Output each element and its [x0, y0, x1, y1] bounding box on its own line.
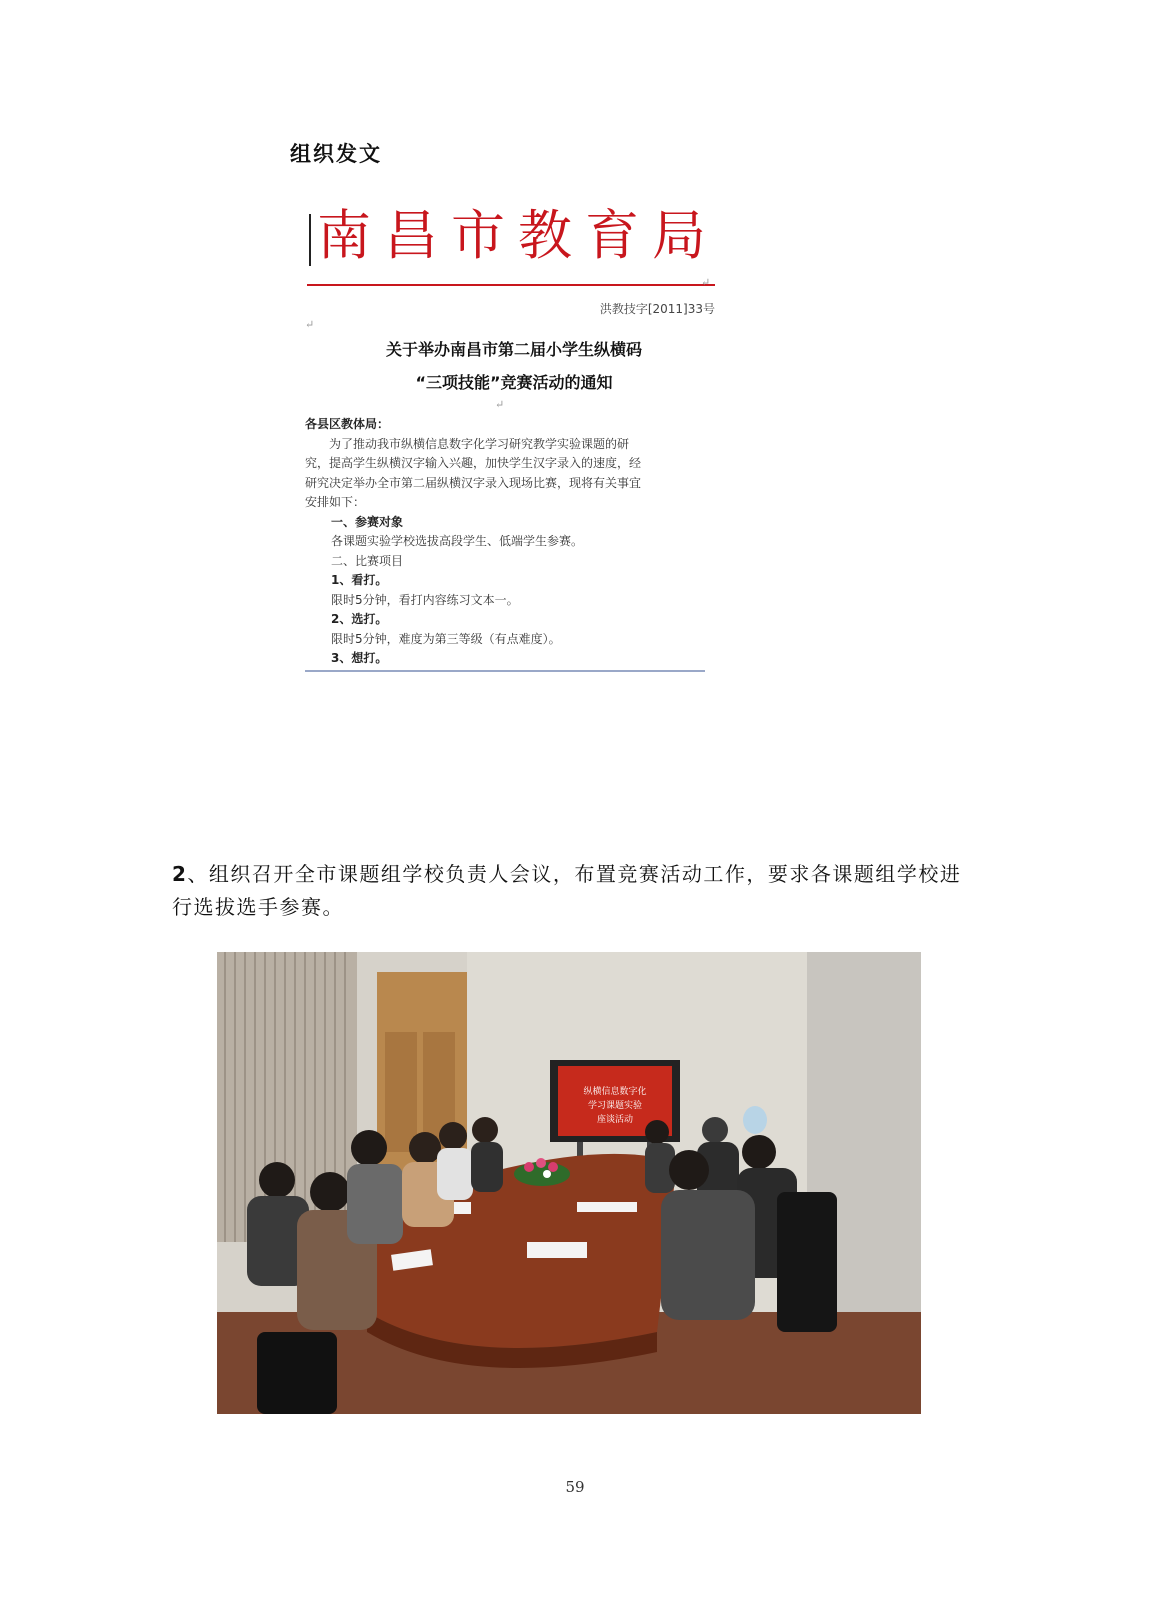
scan-bottom-edge: [305, 670, 705, 672]
notice-title-line-2: “三项技能”竞赛活动的通知: [415, 373, 613, 392]
letterhead-red-line: [307, 284, 715, 286]
event-item-text: 限时5分钟，看打内容练习文本一。: [331, 592, 519, 607]
section-text-participants: 各课题实验学校选拔高段学生、低端学生参赛。: [331, 534, 584, 548]
scanned-notice-document: [305, 200, 723, 700]
section-heading: 组织发文: [290, 142, 382, 166]
body-paragraph: [172, 858, 972, 924]
body-line: 究，提高学生纵横汉字输入兴趣，加快学生汉字录入的速度，经: [305, 456, 642, 470]
meeting-photo: [217, 952, 921, 1414]
paragraph-mark-icon: ↵: [701, 276, 711, 289]
paragraph-text: 、组织召开全市课题组学校负责人会议，布置竞赛活动工作，要求各课题组学校进行选拔选手参赛。: [172, 862, 962, 919]
section-heading-events: 二、比赛项目: [331, 553, 404, 568]
body-line: 为了推动我市纵横信息数字化学习研究教学实验课题的研: [329, 436, 630, 451]
event-item-heading: 2、选打。: [331, 612, 388, 626]
meeting-photo-illustration: [217, 952, 921, 1414]
event-item-text: 限时5分钟，难度为第三等级（有点难度）。: [331, 631, 561, 646]
body-line: 研究决定举办全市第二届纵横汉字录入现场比赛，现将有关事宜: [305, 475, 642, 490]
paragraph-mark-icon: ↵: [495, 398, 505, 411]
addressee: 各县区教体局：: [305, 417, 390, 431]
notice-body: [305, 415, 715, 669]
document-number: 洪教技字[2011]33号: [599, 302, 715, 316]
screen-text: 纵横信息数字化: [583, 1087, 647, 1097]
paragraph-mark-icon: ↵: [305, 318, 315, 331]
notice-title-line-1: 关于举办南昌市第二届小学生纵横码: [385, 340, 642, 359]
paragraph-number: 2: [172, 862, 188, 886]
section-heading-participants: 一、参赛对象: [331, 514, 404, 529]
event-item-heading: 1、看打。: [331, 573, 388, 587]
body-line: 安排如下：: [305, 495, 366, 509]
letterhead-left-bar: [309, 214, 311, 266]
letterhead-organization: 南昌市教育局: [317, 204, 719, 267]
svg-text:学习课题实验: 学习课题实验: [587, 1101, 643, 1111]
page-number: 59: [565, 1478, 585, 1496]
svg-text:座谈活动: 座谈活动: [596, 1115, 634, 1125]
event-item-heading: 3、想打。: [331, 651, 388, 665]
